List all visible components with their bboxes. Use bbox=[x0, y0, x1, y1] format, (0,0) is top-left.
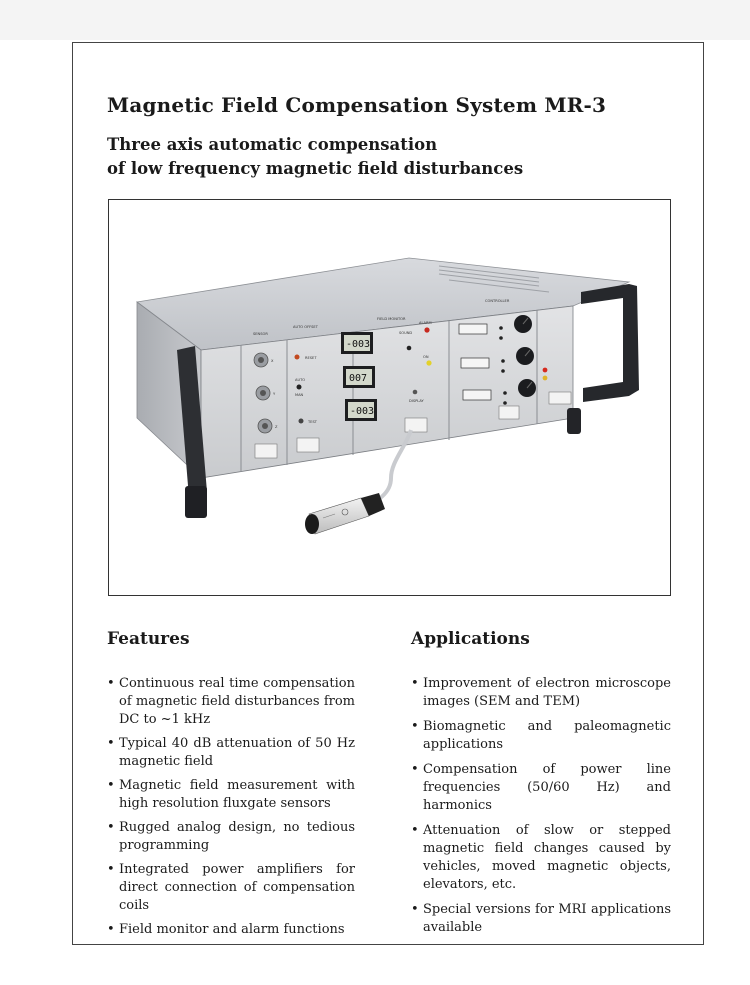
label-on: ON bbox=[423, 355, 429, 359]
label-z: Z bbox=[275, 425, 278, 429]
label-controller: CONTROLLER bbox=[485, 299, 510, 303]
bnc-connector-y bbox=[256, 386, 270, 400]
list-item: • Improvement of electron microscope images (SEM and TEM) bbox=[411, 675, 671, 711]
label-display: DISPLAY bbox=[409, 399, 424, 403]
list-item: • Field monitor and alarm functions bbox=[107, 921, 355, 939]
top-bar bbox=[0, 0, 750, 40]
lcd-display-x: -003 bbox=[346, 339, 371, 350]
label-alarm: ALARM bbox=[419, 321, 432, 325]
list-item: • Attenuation of slow or stepped magnetic field changes caused by vehicles, moved magnetic objects, elevators, etc. bbox=[411, 822, 671, 894]
label-sound: SOUND bbox=[399, 331, 413, 335]
fluxgate-sensor-probe bbox=[305, 493, 385, 534]
page-subtitle bbox=[107, 133, 523, 181]
list-item: • Biomagnetic and paleomagnetic applications bbox=[411, 718, 671, 754]
alarm-led bbox=[424, 327, 429, 332]
label-auto: AUTO bbox=[295, 378, 306, 382]
features-list bbox=[107, 675, 355, 939]
lcd-display-z: -003 bbox=[350, 406, 375, 417]
control-knob-z bbox=[518, 379, 536, 397]
applications-list bbox=[411, 675, 671, 937]
bnc-connector-z bbox=[258, 419, 272, 433]
list-item: • Compensation of power line frequencies (50/60 Hz) and harmonics bbox=[411, 761, 671, 815]
label-sensor: SENSOR bbox=[253, 332, 268, 336]
bnc-connector-x bbox=[254, 353, 268, 367]
list-item: • Typical 40 dB attenuation of 50 Hz magnetic field bbox=[107, 735, 355, 771]
control-knob-x bbox=[514, 315, 532, 333]
led-indicator bbox=[295, 355, 300, 360]
applications-section bbox=[411, 629, 671, 944]
label-field-monitor: FIELD MONITOR bbox=[377, 317, 406, 321]
label-man: MAN bbox=[295, 393, 304, 397]
product-photo bbox=[108, 199, 671, 596]
label-reset: RESET bbox=[305, 356, 317, 360]
label-x: X bbox=[271, 359, 274, 363]
subtitle-line-1: Three axis automatic compensation bbox=[107, 135, 438, 154]
label-y: Y bbox=[273, 392, 276, 396]
control-knob-y bbox=[516, 347, 534, 365]
label-auto-offset: AUTO OFFSET bbox=[293, 325, 318, 329]
page-title: Magnetic Field Compensation System MR-3 bbox=[107, 93, 607, 117]
lcd-display-y: 007 bbox=[349, 373, 368, 384]
features-section bbox=[107, 629, 355, 945]
list-item: • Special versions for MRI applications available bbox=[411, 901, 671, 937]
list-item: • Rugged analog design, no tedious programming bbox=[107, 819, 355, 855]
list-item: • Magnetic field measurement with high resolution fluxgate sensors bbox=[107, 777, 355, 813]
document-page bbox=[72, 42, 704, 945]
subtitle-line-2: of low frequency magnetic field disturbances bbox=[107, 159, 524, 178]
label-test: TEST bbox=[308, 420, 317, 424]
features-heading: Features bbox=[107, 629, 190, 649]
list-item: • Integrated power amplifiers for direct connection of compensation coils bbox=[107, 861, 355, 915]
power-led bbox=[426, 360, 431, 365]
list-item: • Continuous real time compensation of magnetic field disturbances from DC to ~1 kHz bbox=[107, 675, 355, 729]
applications-heading: Applications bbox=[411, 629, 530, 649]
